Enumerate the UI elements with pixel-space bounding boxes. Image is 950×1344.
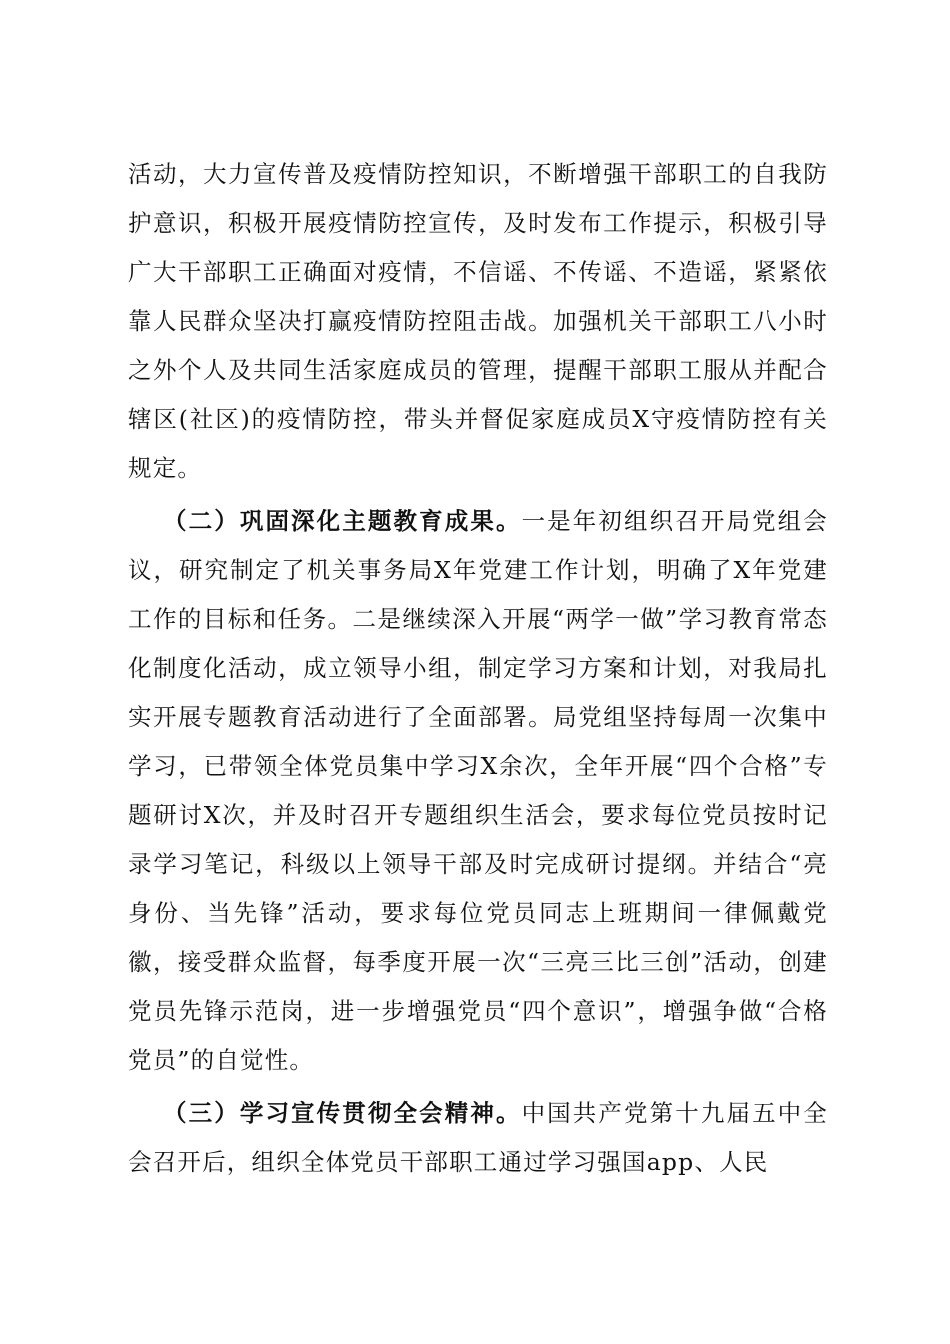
paragraph-body: 中国共产党第十九届五中全会召开后，组织全体党员干部职工通过学习强国app、人民 xyxy=(128,1099,828,1176)
paragraph-epidemic-prevention xyxy=(128,150,828,493)
paragraph-body: 活动，大力宣传普及疫情防控知识，不断增强干部职工的自我防护意识，积极开展疫情防控宣传，及时发布工作提示，积极引导广大干部职工正确面对疫情，不信谣、不传谣、不造谣，紧紧依靠人民群众坚决打赢疫情防控阻击战。加强机关干部职工八小时之外个人及共同生活家庭成员的管理，提醒干部职工服从并配合辖区(社区)的疫情防控，带头并督促家庭成员X守疫情防控有关规定。 xyxy=(128,160,828,482)
paragraph-theme-education xyxy=(128,497,828,1085)
paragraph-plenary-spirit xyxy=(128,1089,828,1187)
section-heading: （二）巩固深化主题教育成果。 xyxy=(163,507,522,535)
paragraph-body: 一是年初组织召开局党组会议，研究制定了机关事务局X年党建工作计划，明确了X年党建工作的目标和任务。二是继续深入开展“两学一做”学习教育常态化制度化活动，成立领导小组，制定学习方案和计划，对我局扎实开展专题教育活动进行了全面部署。局党组坚持每周一次集中学习，已带领全体党员集中学习X余次，全年开展“四个合格”专题研讨X次，并及时召开专题组织生活会，要求每位党员按时记录学习笔记，科级以上领导干部及时完成研讨提纲。并结合“亮身份、当先锋”活动，要求每位党员同志上班期间一律佩戴党徽，接受群众监督，每季度开展一次“三亮三比三创”活动，创建党员先锋示范岗，进一步增强党员“四个意识”，增强争做“合格党员”的自觉性。 xyxy=(128,507,828,1074)
section-heading: （三）学习宣传贯彻全会精神。 xyxy=(163,1099,522,1127)
document-page xyxy=(128,150,828,1187)
